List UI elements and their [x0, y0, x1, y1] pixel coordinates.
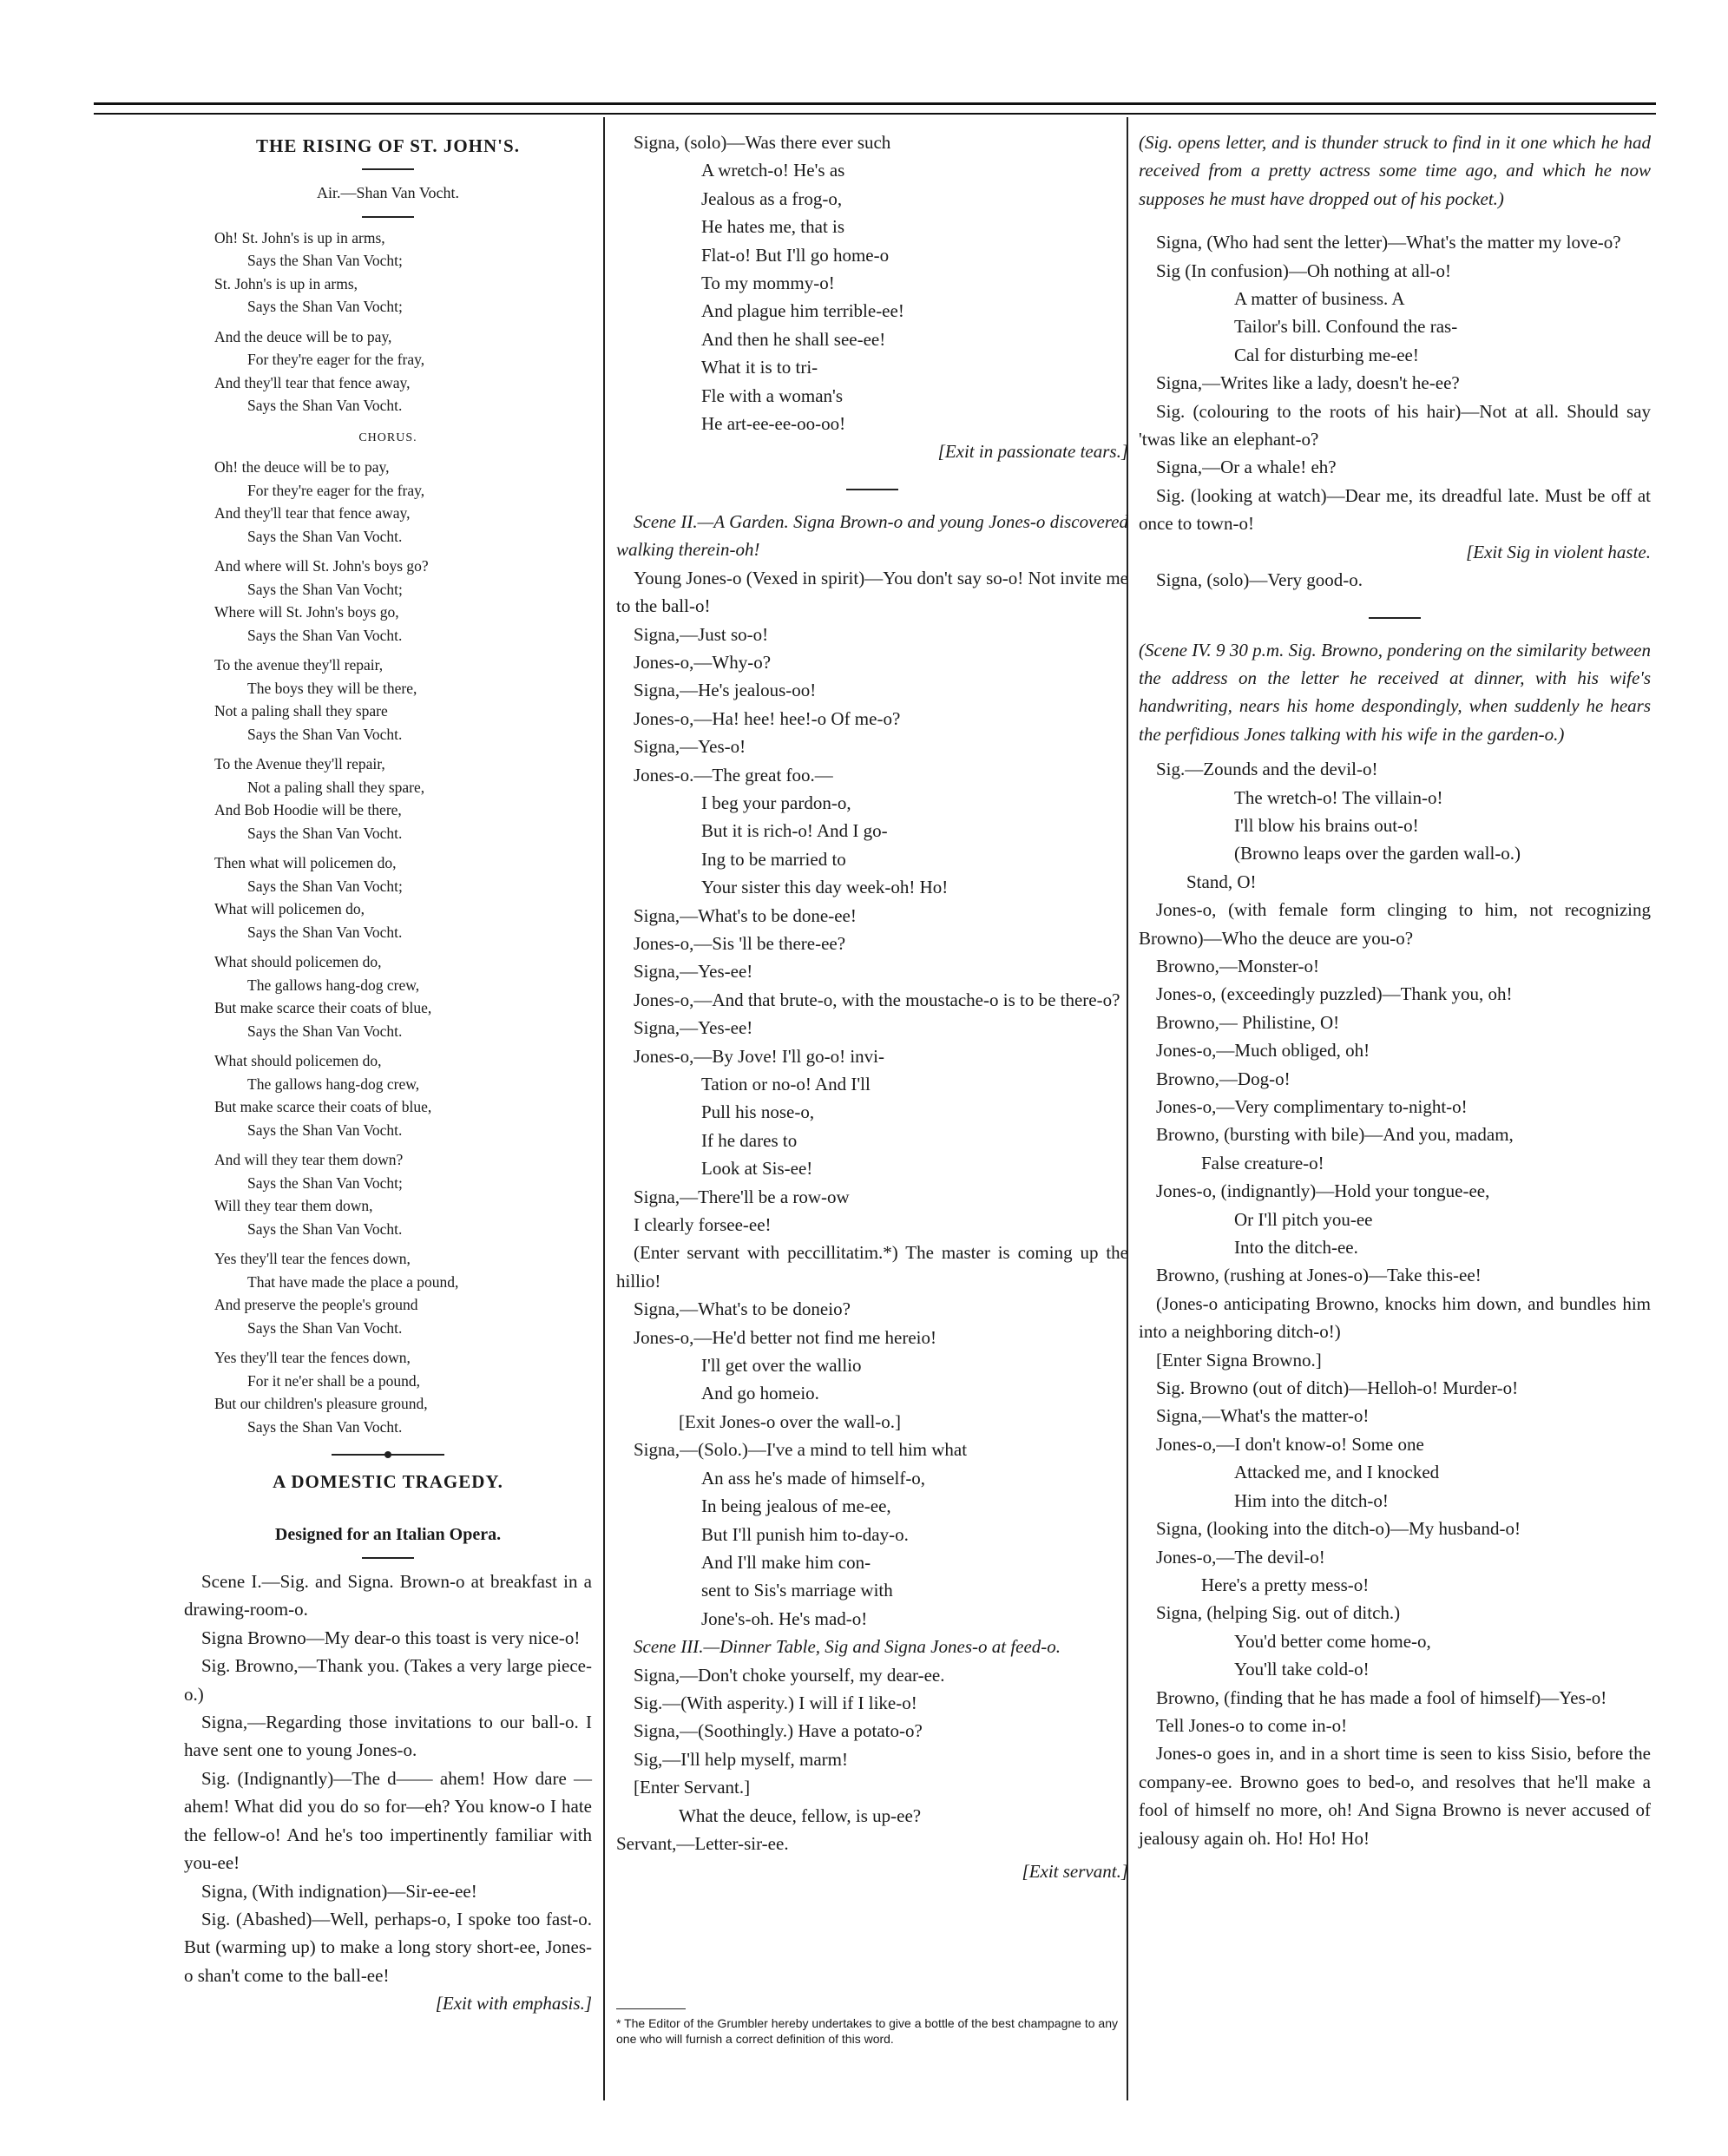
verse-line: St. John's is up in arms,: [214, 274, 358, 293]
dialogue-line: Here's a pretty mess-o!: [1201, 1574, 1370, 1595]
dialogue-line: Jones-o,—The devil-o!: [1156, 1546, 1325, 1568]
verse-line: Tation or no-o! And I'll: [701, 1074, 871, 1094]
chorus-label: CHORUS.: [358, 431, 417, 444]
verse-line: Your sister this day week-oh! Ho!: [701, 877, 949, 898]
column-1: [184, 128, 592, 2018]
verse-line: Says the Shan Van Vocht.: [247, 1121, 403, 1139]
verse-line: And Bob Hoodie will be there,: [214, 801, 402, 819]
verse-line: Says the Shan Van Vocht.: [247, 923, 403, 941]
verse-line: Flat-o! But I'll go home-o: [701, 244, 890, 266]
dialogue-line: Sig.—Zounds and the devil-o!: [1156, 759, 1378, 780]
dialogue-line: Jones-o,—Much obliged, oh!: [1156, 1040, 1370, 1062]
verse-line: Pull his nose-o,: [701, 1101, 815, 1123]
stage-direction: [Exit in passionate tears.]: [937, 441, 1128, 463]
stanza: [214, 1049, 592, 1141]
verse-line: Says the Shan Van Vocht.: [247, 725, 403, 743]
verse-line: The wretch-o! The villain-o!: [1234, 786, 1443, 808]
dialogue-line: Young Jones-o (Vexed in spirit)—You don't say so-o! Not invite me to the ball-o!: [616, 567, 1129, 617]
verse-line: And the deuce will be to pay,: [214, 327, 392, 345]
dialogue-line: Sig. Browno (out of ditch)—Helloh-o! Murder-o!: [1156, 1377, 1519, 1399]
scene-1: [184, 1568, 592, 1989]
verse-block: [616, 156, 1128, 437]
verse-line: And they'll tear that fence away,: [214, 373, 411, 391]
scene-heading: (Scene IV. 9 30 p.m. Sig. Browno, pondering on the similarity between the address on the letter he received at dinner, with his wife's handwriting, nears his home despondingly, when suddenly he hears the perfidious Jones talking with his wife in the garden-o.): [1139, 639, 1651, 745]
verse-line: For it ne'er shall be a pound,: [247, 1371, 421, 1390]
verse-line: To my mommy-o!: [701, 273, 835, 294]
stanza: [214, 1148, 592, 1240]
dialogue-line: Signa,—Don't choke yourself, my dear-ee.: [634, 1664, 945, 1686]
dialogue-line: Sig. (looking at watch)—Dear me, its dreadful late. Must be off at once to town-o!: [1139, 484, 1651, 535]
tragedy-title: A DOMESTIC TRAGEDY.: [273, 1471, 503, 1493]
dialogue-line: Signa,—(Soothingly.) Have a potato-o?: [634, 1720, 923, 1742]
stage-direction: [Exit servant.]: [1022, 1861, 1128, 1883]
scan-noise: [1475, 65, 1632, 91]
stanza: [214, 1346, 592, 1438]
dialogue-line: Sig.—(With asperity.) I will if I like-o!: [634, 1692, 917, 1713]
column-2: [616, 128, 1128, 1886]
verse-line: He hates me, that is: [701, 216, 845, 238]
dialogue-line: Browno,—Monster-o!: [1156, 955, 1319, 976]
dialogue-line: I clearly forsee-ee!: [634, 1214, 772, 1236]
verse-line: And then he shall see-ee!: [701, 328, 886, 350]
dialogue-block: [1139, 1515, 1651, 1571]
stanza: [214, 1247, 592, 1339]
stanza: [214, 227, 592, 319]
dialogue-line: Browno, (bursting with bile)—And you, madam,: [1156, 1124, 1514, 1146]
stage-direction: [Exit Sig in violent haste.: [1466, 541, 1651, 562]
stanza: [214, 851, 592, 943]
verse-line: Jone's-oh. He's mad-o!: [701, 1607, 868, 1629]
dialogue-line: Sig. (Abashed)—Well, perhaps-o, I spoke too fast-o. But (warming up) to make a long story short-ee, Jones-o shan't come to the ball-ee!: [184, 1908, 592, 1986]
dialogue-line: Signa, (helping Sig. out of ditch.): [1156, 1602, 1401, 1624]
ballad-title: THE RISING OF ST. JOHN'S.: [256, 135, 520, 156]
verse-line: Says the Shan Van Vocht;: [247, 877, 403, 895]
verse-line: Says the Shan Van Vocht.: [247, 527, 403, 545]
verse-line: Jealous as a frog-o,: [701, 187, 843, 209]
verse-block: [1139, 285, 1651, 369]
dialogue-line: Signa, (With indignation)—Sir-ee-ee!: [201, 1880, 477, 1902]
dialogue-line: Jones-o, (with female form clinging to him, not recognizing Browno)—Who the deuce are you-o?: [1139, 899, 1651, 949]
verse-line: What will policemen do,: [214, 900, 365, 918]
verse-line: Says the Shan Van Vocht;: [247, 298, 403, 316]
verse-line: Yes they'll tear the fences down,: [214, 1250, 411, 1268]
verse-line: Where will St. John's boys go,: [214, 603, 399, 621]
verse-block: [616, 1070, 1128, 1183]
verse-line: Says the Shan Van Vocht.: [247, 626, 403, 644]
stanza: [214, 654, 592, 746]
verse-block: [1139, 1627, 1651, 1684]
stage-direction: [Exit with emphasis.]: [435, 1993, 592, 2015]
stage-direction: [Exit Jones-o over the wall-o.]: [679, 1410, 902, 1432]
dialogue-line: Signa,—Yes-ee!: [634, 1017, 753, 1039]
dialogue-line: Jones-o,—I don't know-o! Some one: [1156, 1433, 1424, 1455]
dialogue-line: Signa,—Yes-o!: [634, 736, 746, 758]
dialogue-line: Signa Browno—My dear-o this toast is very nice-o!: [201, 1627, 581, 1648]
verse-line: But I'll punish him to-day-o.: [701, 1523, 909, 1545]
verse-line: Says the Shan Van Vocht.: [247, 1417, 403, 1436]
stage-direction: (Sig. opens letter, and is thunder struck to find in it one which he had received from a pretty actress some time ago, and which he now supposes he must have dropped out of his pocket.): [1139, 132, 1651, 209]
verse-line: What should policemen do,: [214, 953, 382, 971]
dialogue-line: Sig. Browno,—Thank you. (Takes a very large piece-o.): [184, 1655, 592, 1705]
dialogue-line: Sig. (Indignantly)—The d—— ahem! How dare —ahem! What did you do so for—eh? You know-o I hate the fellow-o! And he's too impertinently familiar with you-ee!: [184, 1767, 592, 1874]
verse-line: And preserve the people's ground: [214, 1296, 418, 1314]
verse-block: [1139, 1206, 1651, 1262]
verse-line: Says the Shan Van Vocht;: [247, 1173, 403, 1192]
dialogue-line: Jones-o,—By Jove! I'll go-o! invi-: [634, 1045, 884, 1067]
stanza: [214, 555, 592, 647]
verse-line: Yes they'll tear the fences down,: [214, 1349, 411, 1367]
dialogue-line: Browno, (finding that he has made a fool of himself)—Yes-o!: [1156, 1686, 1607, 1708]
verse-line: Him into the ditch-o!: [1234, 1489, 1389, 1511]
dialogue-line: Signa, (looking into the ditch-o)—My husband-o!: [1156, 1518, 1521, 1540]
verse-line: To the avenue they'll repair,: [214, 656, 384, 674]
verse-line: Into the ditch-ee.: [1234, 1237, 1358, 1259]
verse-line: sent to Sis's marriage with: [701, 1580, 893, 1601]
verse-line: The boys they will be there,: [247, 679, 417, 697]
verse-line: The gallows hang-dog crew,: [247, 976, 420, 994]
verse-line: Says the Shan Van Vocht.: [247, 397, 403, 415]
header-rule-thin: [94, 113, 1656, 115]
verse-block: [1139, 784, 1651, 868]
verse-line: Or I'll pitch you-ee: [1234, 1208, 1373, 1230]
verse-block: [616, 1464, 1128, 1633]
divider: [362, 216, 414, 218]
dialogue-line: Signa,—Or a whale! eh?: [1156, 457, 1337, 478]
dialogue-line: Jones-o, (indignantly)—Hold your tongue-ee,: [1156, 1180, 1490, 1202]
divider: [846, 489, 898, 490]
scene-heading: Scene III.—Dinner Table, Sig and Signa Jones-o at feed-o.: [634, 1636, 1061, 1658]
dialogue-line: Signa, (solo)—Very good-o.: [1156, 569, 1363, 591]
verse-line: A wretch-o! He's as: [701, 160, 845, 181]
verse-line: What should policemen do,: [214, 1052, 382, 1070]
dialogue-line: Browno, (rushing at Jones-o)—Take this-ee!: [1156, 1265, 1482, 1286]
verse-line: He art-ee-ee-oo-oo!: [701, 413, 846, 435]
dialogue-line: Sig,—I'll help myself, marm!: [634, 1748, 848, 1770]
dialogue-line: (Jones-o anticipating Browno, knocks him down, and bundles him into a neighboring ditch-o!): [1139, 1292, 1651, 1343]
dialogue-line: Sig. (colouring to the roots of his hair)—Not at all. Should say 'twas like an elephant-o?: [1139, 400, 1651, 450]
dialogue-block: [1139, 896, 1651, 1149]
dialogue-line: Signa,—Writes like a lady, doesn't he-ee?: [1156, 372, 1460, 394]
verse-block: [616, 789, 1128, 902]
footnote-rule: [616, 2008, 686, 2009]
verse-line: Not a paling shall they spare,: [247, 778, 425, 796]
column-3: [1139, 128, 1651, 1852]
tragedy-subtitle: Designed for an Italian Opera.: [274, 1524, 502, 1544]
dialogue-line: Browno,—Dog-o!: [1156, 1068, 1291, 1089]
verse-line: A matter of business. A: [1234, 288, 1405, 310]
dialogue-line: Jones-o,—Sis 'll be there-ee?: [634, 932, 846, 954]
column-rule: [603, 117, 605, 2100]
verse-line: Ing to be married to: [701, 848, 846, 870]
dialogue-line: Signa,—(Solo.)—I've a mind to tell him what: [634, 1439, 968, 1461]
verse-line: And they'll tear that fence away,: [214, 504, 411, 523]
verse-line: But it is rich-o! And I go-: [701, 820, 888, 842]
verse-line: But make scarce their coats of blue,: [214, 999, 432, 1017]
dialogue-line: Signa,—What's to be doneio?: [634, 1298, 851, 1320]
footnote: * The Editor of the Grumbler hereby undertakes to give a bottle of the best champagne to any one who will furnish a correct definition of this word.: [616, 2016, 1118, 2046]
verse-line: I'll get over the wallio: [701, 1355, 862, 1377]
verse-line: But make scarce their coats of blue,: [214, 1098, 432, 1116]
verse-line: I beg your pardon-o,: [701, 792, 851, 813]
dialogue-line: Signa,—There'll be a row-ow: [634, 1186, 850, 1207]
dialogue-line: Browno,— Philistine, O!: [1156, 1011, 1340, 1033]
verse-line: And where will St. John's boys go?: [214, 557, 429, 575]
verse-line: Says the Shan Van Vocht;: [247, 580, 403, 598]
dialogue-line: Jones-o,—Ha! hee! hee!-o Of me-o?: [634, 707, 901, 729]
verse-line: Not a paling shall they spare: [214, 702, 388, 720]
dialogue-line: What the deuce, fellow, is up-ee?: [679, 1804, 922, 1826]
dialogue-line: Tell Jones-o to come in-o!: [1156, 1714, 1348, 1736]
dialogue-line: Scene I.—Sig. and Signa. Brown-o at breakfast in a drawing-room-o.: [184, 1571, 592, 1620]
verse-line: The gallows hang-dog crew,: [247, 1075, 420, 1093]
verse-line: That have made the place a pound,: [247, 1272, 459, 1291]
dialogue-block: [616, 902, 1128, 1070]
verse-line: Then what will policemen do,: [214, 854, 397, 872]
verse-line: Will they tear them down,: [214, 1197, 373, 1215]
verse-line: Says the Shan Van Vocht.: [247, 1022, 403, 1040]
verse-line: Says the Shan Van Vocht.: [247, 1219, 403, 1238]
dialogue-line: (Enter servant with peccillitatim.*) The master is coming up the hillio!: [616, 1242, 1128, 1292]
verse-line: You'll take cold-o!: [1234, 1659, 1370, 1680]
verse-line: You'd better come home-o,: [1234, 1630, 1431, 1652]
dialogue-line: Jones-o, (exceedingly puzzled)—Thank you, oh!: [1156, 983, 1513, 1005]
stanza: [214, 325, 592, 417]
dialogue-line: Servant,—Letter-sir-ee.: [616, 1832, 789, 1854]
dialogue-line: Stand, O!: [1186, 871, 1257, 892]
dialogue-line: Sig (In confusion)—Oh nothing at all-o!: [1156, 260, 1452, 281]
dialogue-line: Jones-o,—Why-o?: [634, 651, 772, 673]
verse-block: [616, 1351, 1128, 1408]
verse-block: [1139, 1458, 1651, 1515]
header-rule: [94, 102, 1656, 105]
divider: [362, 1557, 414, 1559]
dialogue-line: Signa,—He's jealous-oo!: [634, 680, 817, 701]
divider: [332, 1454, 444, 1456]
dialogue-line: Signa,—What's to be done-ee!: [634, 904, 857, 926]
dialogue-block: [616, 1183, 1128, 1351]
verse-line: Tailor's bill. Confound the ras-: [1234, 316, 1458, 338]
stanza: [214, 753, 592, 845]
stanza: [214, 456, 592, 548]
verse-line: Says the Shan Van Vocht.: [247, 824, 403, 842]
dialogue-line: Signa,—Just so-o!: [634, 623, 769, 645]
divider: [1369, 617, 1421, 619]
divider: [362, 168, 414, 170]
dialogue-line: Jones-o,—Very complimentary to-night-o!: [1156, 1096, 1468, 1117]
verse-line: Attacked me, and I knocked: [1234, 1462, 1440, 1483]
verse-line: For they're eager for the fray,: [247, 481, 425, 499]
ballad-verses: [184, 227, 592, 1438]
dialogue-line: Signa,—Yes-ee!: [634, 961, 753, 983]
verse-line: Cal for disturbing me-ee!: [1234, 344, 1419, 365]
verse-line: Fle with a woman's: [701, 385, 844, 406]
verse-line: But our children's pleasure ground,: [214, 1395, 428, 1413]
stanza: [214, 950, 592, 1042]
dialogue-block: [616, 564, 1128, 789]
dialogue-line: Signa,—Regarding those invitations to our ball-o. I have sent one to young Jones-o.: [184, 1712, 592, 1761]
verse-line: An ass he's made of himself-o,: [701, 1467, 926, 1489]
verse-line: And will they tear them down?: [214, 1151, 404, 1169]
dialogue-block: [1139, 228, 1651, 285]
verse-line: I'll blow his brains out-o!: [1234, 814, 1419, 836]
verse-line: Look at Sis-ee!: [701, 1158, 813, 1180]
verse-line: And go homeio.: [701, 1383, 819, 1404]
verse-line: Says the Shan Van Vocht;: [247, 252, 403, 270]
dialogue-line: Signa, (solo)—Was there ever such: [634, 132, 891, 153]
scene-heading: Scene II.—A Garden. Signa Brown-o and young Jones-o discovered walking therein-oh!: [616, 510, 1128, 561]
ballad-air: Air.—Shan Van Vocht.: [316, 184, 459, 202]
verse-line: Says the Shan Van Vocht.: [247, 1318, 403, 1337]
dialogue-line: [Enter Signa Browno.]: [1156, 1349, 1322, 1371]
dialogue-line: False creature-o!: [1201, 1152, 1324, 1173]
dialogue-line: Jones-o,—And that brute-o, with the moustache-o is to be there-o?: [634, 989, 1120, 1010]
verse-line: And plague him terrible-ee!: [701, 300, 904, 322]
dialogue-block: [616, 1661, 1128, 1802]
verse-line: (Browno leaps over the garden wall-o.): [1234, 843, 1521, 864]
dialogue-line: Signa,—What's the matter-o!: [1156, 1405, 1370, 1427]
verse-line: For they're eager for the fray,: [247, 351, 425, 369]
dialogue-block: [1139, 1261, 1651, 1458]
verse-line: To the Avenue they'll repair,: [214, 755, 385, 773]
verse-line: If he dares to: [701, 1129, 798, 1151]
closing-paragraph: Jones-o goes in, and in a short time is seen to kiss Sisio, before the company-ee. Browno goes to bed-o, and resolves that he'll make a fool of himself no more, oh! And Signa Browno is never accused of jealousy again oh. Ho! Ho! Ho!: [1139, 1743, 1651, 1849]
dialogue-line: [Enter Servant.]: [634, 1777, 751, 1798]
verse-line: In being jealous of me-ee,: [701, 1495, 891, 1517]
verse-line: Oh! the deuce will be to pay,: [214, 458, 390, 477]
dialogue-block: [1139, 369, 1651, 537]
dialogue-line: Jones-o.—The great foo.—: [634, 764, 833, 785]
verse-line: What it is to tri-: [701, 357, 818, 378]
dialogue-line: Jones-o,—He'd better not find me hereio!: [634, 1326, 937, 1348]
verse-line: Oh! St. John's is up in arms,: [214, 228, 385, 246]
dialogue-line: Signa, (Who had sent the letter)—What's the matter my love-o?: [1156, 232, 1621, 253]
verse-line: And I'll make him con-: [701, 1551, 871, 1573]
